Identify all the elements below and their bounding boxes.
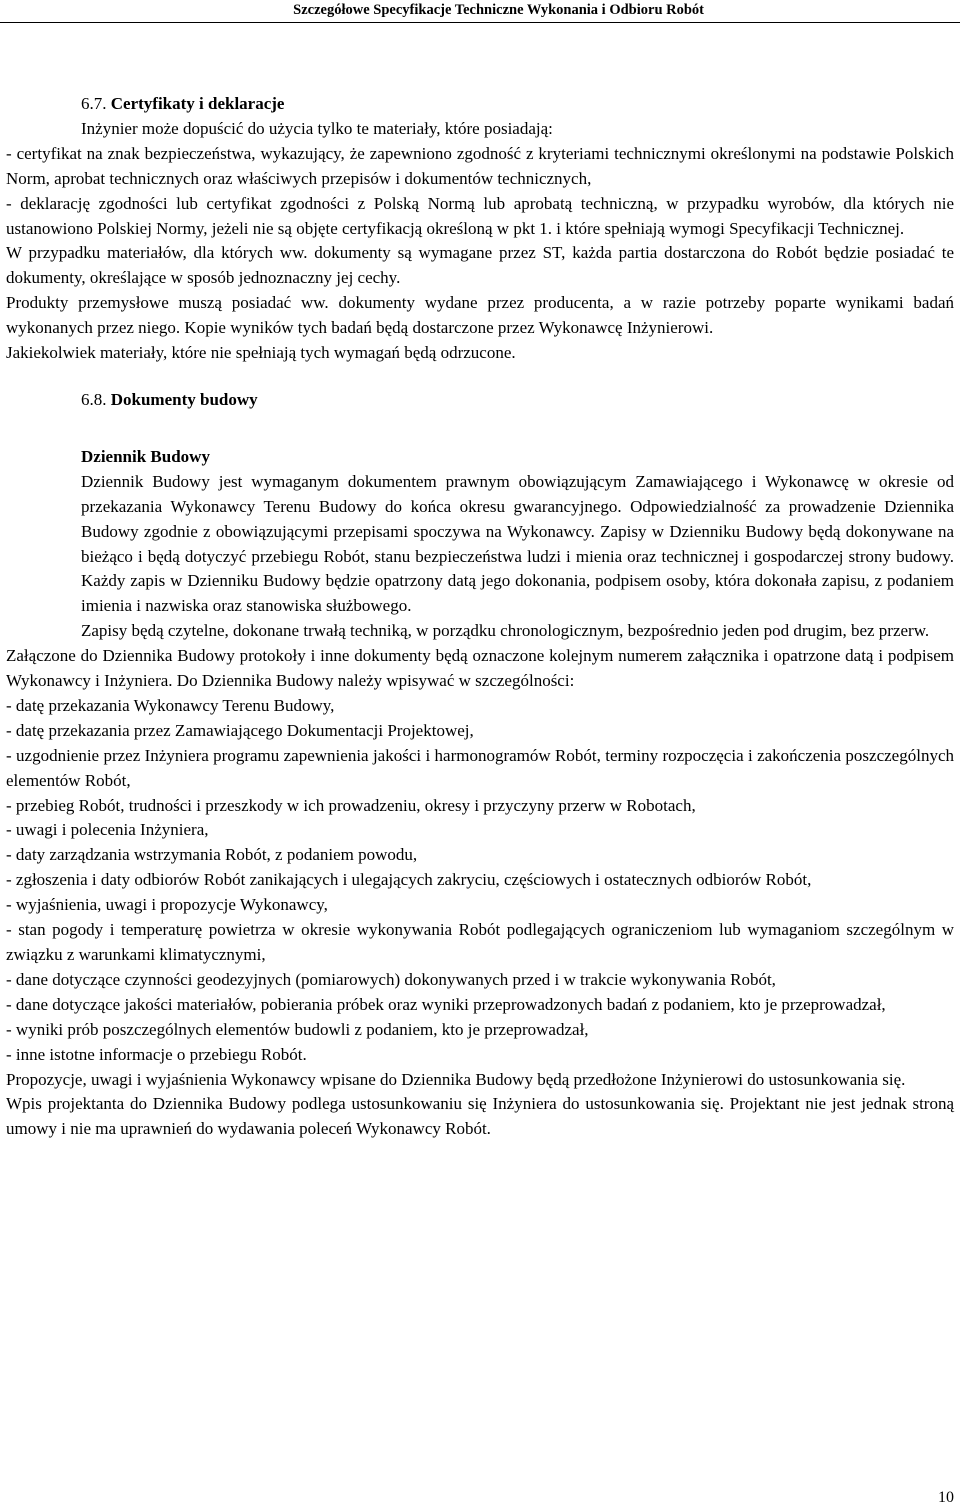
list-item: - wyjaśnienia, uwagi i propozycje Wykonawcy, (6, 895, 328, 915)
section-number: 6.7. (81, 94, 107, 113)
paragraph: - certyfikat na znak bezpieczeństwa, wykazujący, że zapewniono zgodność z kryteriami technicznymi określonymi na podstawie Polskich Norm, aprobat technicznych oraz właściwych przepisów i dokumentów technicznych, (6, 143, 954, 188)
paragraph: Produkty przemysłowe muszą posiadać ww. dokumenty wydane przez producenta, a w razie potrzeby poparte wynikami badań wykonanych przez niego. Kopie wyników tych badań będą dostarczone przez Wykonawcę Inżynierowi. (6, 293, 954, 338)
list-item: - wyniki prób poszczególnych elementów budowli z podaniem, kto je przeprowadzał, (6, 1019, 589, 1039)
document-body (6, 92, 954, 1142)
list-item: - dane dotyczące jakości materiałów, pobierania próbek oraz wyniki przeprowadzonych badań z podaniem, kto je przeprowadzał, (6, 994, 886, 1014)
section-title: Dokumenty budowy (110, 389, 258, 409)
section-title: Certyfikaty i deklaracje (110, 94, 285, 113)
paragraph: Jakiekolwiek materiały, które nie spełniają tych wymagań będą odrzucone. (6, 343, 516, 363)
list-item: - datę przekazania przez Zamawiającego Dokumentacji Projektowej, (6, 720, 474, 740)
paragraph: Propozycje, uwagi i wyjaśnienia Wykonawcy wpisane do Dziennika Budowy będą przedłożone Inżynierowi do ustosunkowania się. (6, 1069, 906, 1089)
paragraph: Zapisy będą czytelne, dokonane trwałą techniką, w porządku chronologicznym, bezpośrednio jeden pod drugim, bez przerw. (81, 621, 930, 641)
paragraph: - deklarację zgodności lub certyfikat zgodności z Polską Normą lub aprobatą techniczną, w przypadku wyrobów, dla których nie ustanowiono Polskiej Normy, jeżeli nie są objęte certyfikacją określoną w pkt 1. i które spełniają wymogi Specyfikacji Technicznej. (6, 193, 954, 238)
list-item: - zgłoszenia i daty odbiorów Robót zanikających i ulegających zakryciu, częściowych i ostatecznych odbiorów Robót, (6, 870, 812, 890)
subheading-site-diary: Dziennik Budowy (81, 446, 210, 466)
paragraph: Inżynier może dopuścić do użycia tylko te materiały, które posiadają: (81, 118, 553, 138)
header-divider (0, 22, 960, 23)
section-number: 6.8. (81, 389, 107, 409)
list-item: - daty zarządzania wstrzymania Robót, z podaniem powodu, (6, 845, 418, 865)
list-item: - dane dotyczące czynności geodezyjnych (pomiarowych) dokonywanych przed i w trakcie wykonywania Robót, (6, 969, 776, 989)
section-heading-documents (6, 388, 954, 413)
list-item: - uwagi i polecenia Inżyniera, (6, 820, 209, 840)
paragraph: W przypadku materiałów, dla których ww. dokumenty są wymagane przez ST, każda partia dostarczona do Robót będzie posiadać te dokumenty, określające w sposób jednoznaczny jej cechy. (6, 243, 954, 288)
list-item: - inne istotne informacje o przebiegu Robót. (6, 1044, 307, 1064)
page-number: 10 (938, 1489, 954, 1506)
list-item: - stan pogody i temperaturę powietrza w okresie wykonywania Robót podlegających ograniczeniom lub wymaganiom szczególnym w związku z warunkami klimatycznymi, (6, 920, 954, 964)
list-item: - przebieg Robót, trudności i przeszkody w ich prowadzeniu, okresy i przyczyny przerw w Robotach, (6, 795, 696, 815)
document-header-title: Szczegółowe Specyfikacje Techniczne Wykonania i Odbioru Robót (293, 2, 704, 18)
paragraph: Dziennik Budowy jest wymaganym dokumentem prawnym obowiązującym Zamawiającego i Wykonawcę w okresie od przekazania Wykonawcy Terenu Budowy do końca okresu gwarancyjnego. Odpowiedzialność za prowadzenie Dziennika Budowy zgodnie z obowiązującymi przepisami spoczywa na Wykonawcy. Zapisy w Dzienniku Budowy będą dokonywane na bieżąco i będą dotyczyć przebiegu Robót, stanu bezpieczeństwa ludzi i mienia oraz technicznej i gospodarczej strony budowy. Każdy zapis w Dzienniku Budowy będzie opatrzony datą jego dokonania, podpisem osoby, która dokonała zapisu, z podaniem imienia i nazwiska oraz stanowiska służbowego. (81, 471, 954, 616)
list-item: - datę przekazania Wykonawcy Terenu Budowy, (6, 695, 335, 715)
section-heading-certificates (6, 92, 954, 117)
paragraph: Wpis projektanta do Dziennika Budowy podlega ustosunkowaniu się Inżyniera do ustosunkowania się. Projektant nie jest jednak stroną umowy i nie ma uprawnień do wydawania poleceń Wykonawcy Robót. (6, 1094, 954, 1139)
paragraph: Załączone do Dziennika Budowy protokoły i inne dokumenty będą oznaczone kolejnym numerem załącznika i opatrzone datą i podpisem Wykonawcy i Inżyniera. Do Dziennika Budowy należy wpisywać w szczególności: (6, 646, 954, 691)
list-item: - uzgodnienie przez Inżyniera programu zapewnienia jakości i harmonogramów Robót, terminy rozpoczęcia i zakończenia poszczególnych elementów Robót, (6, 745, 954, 790)
